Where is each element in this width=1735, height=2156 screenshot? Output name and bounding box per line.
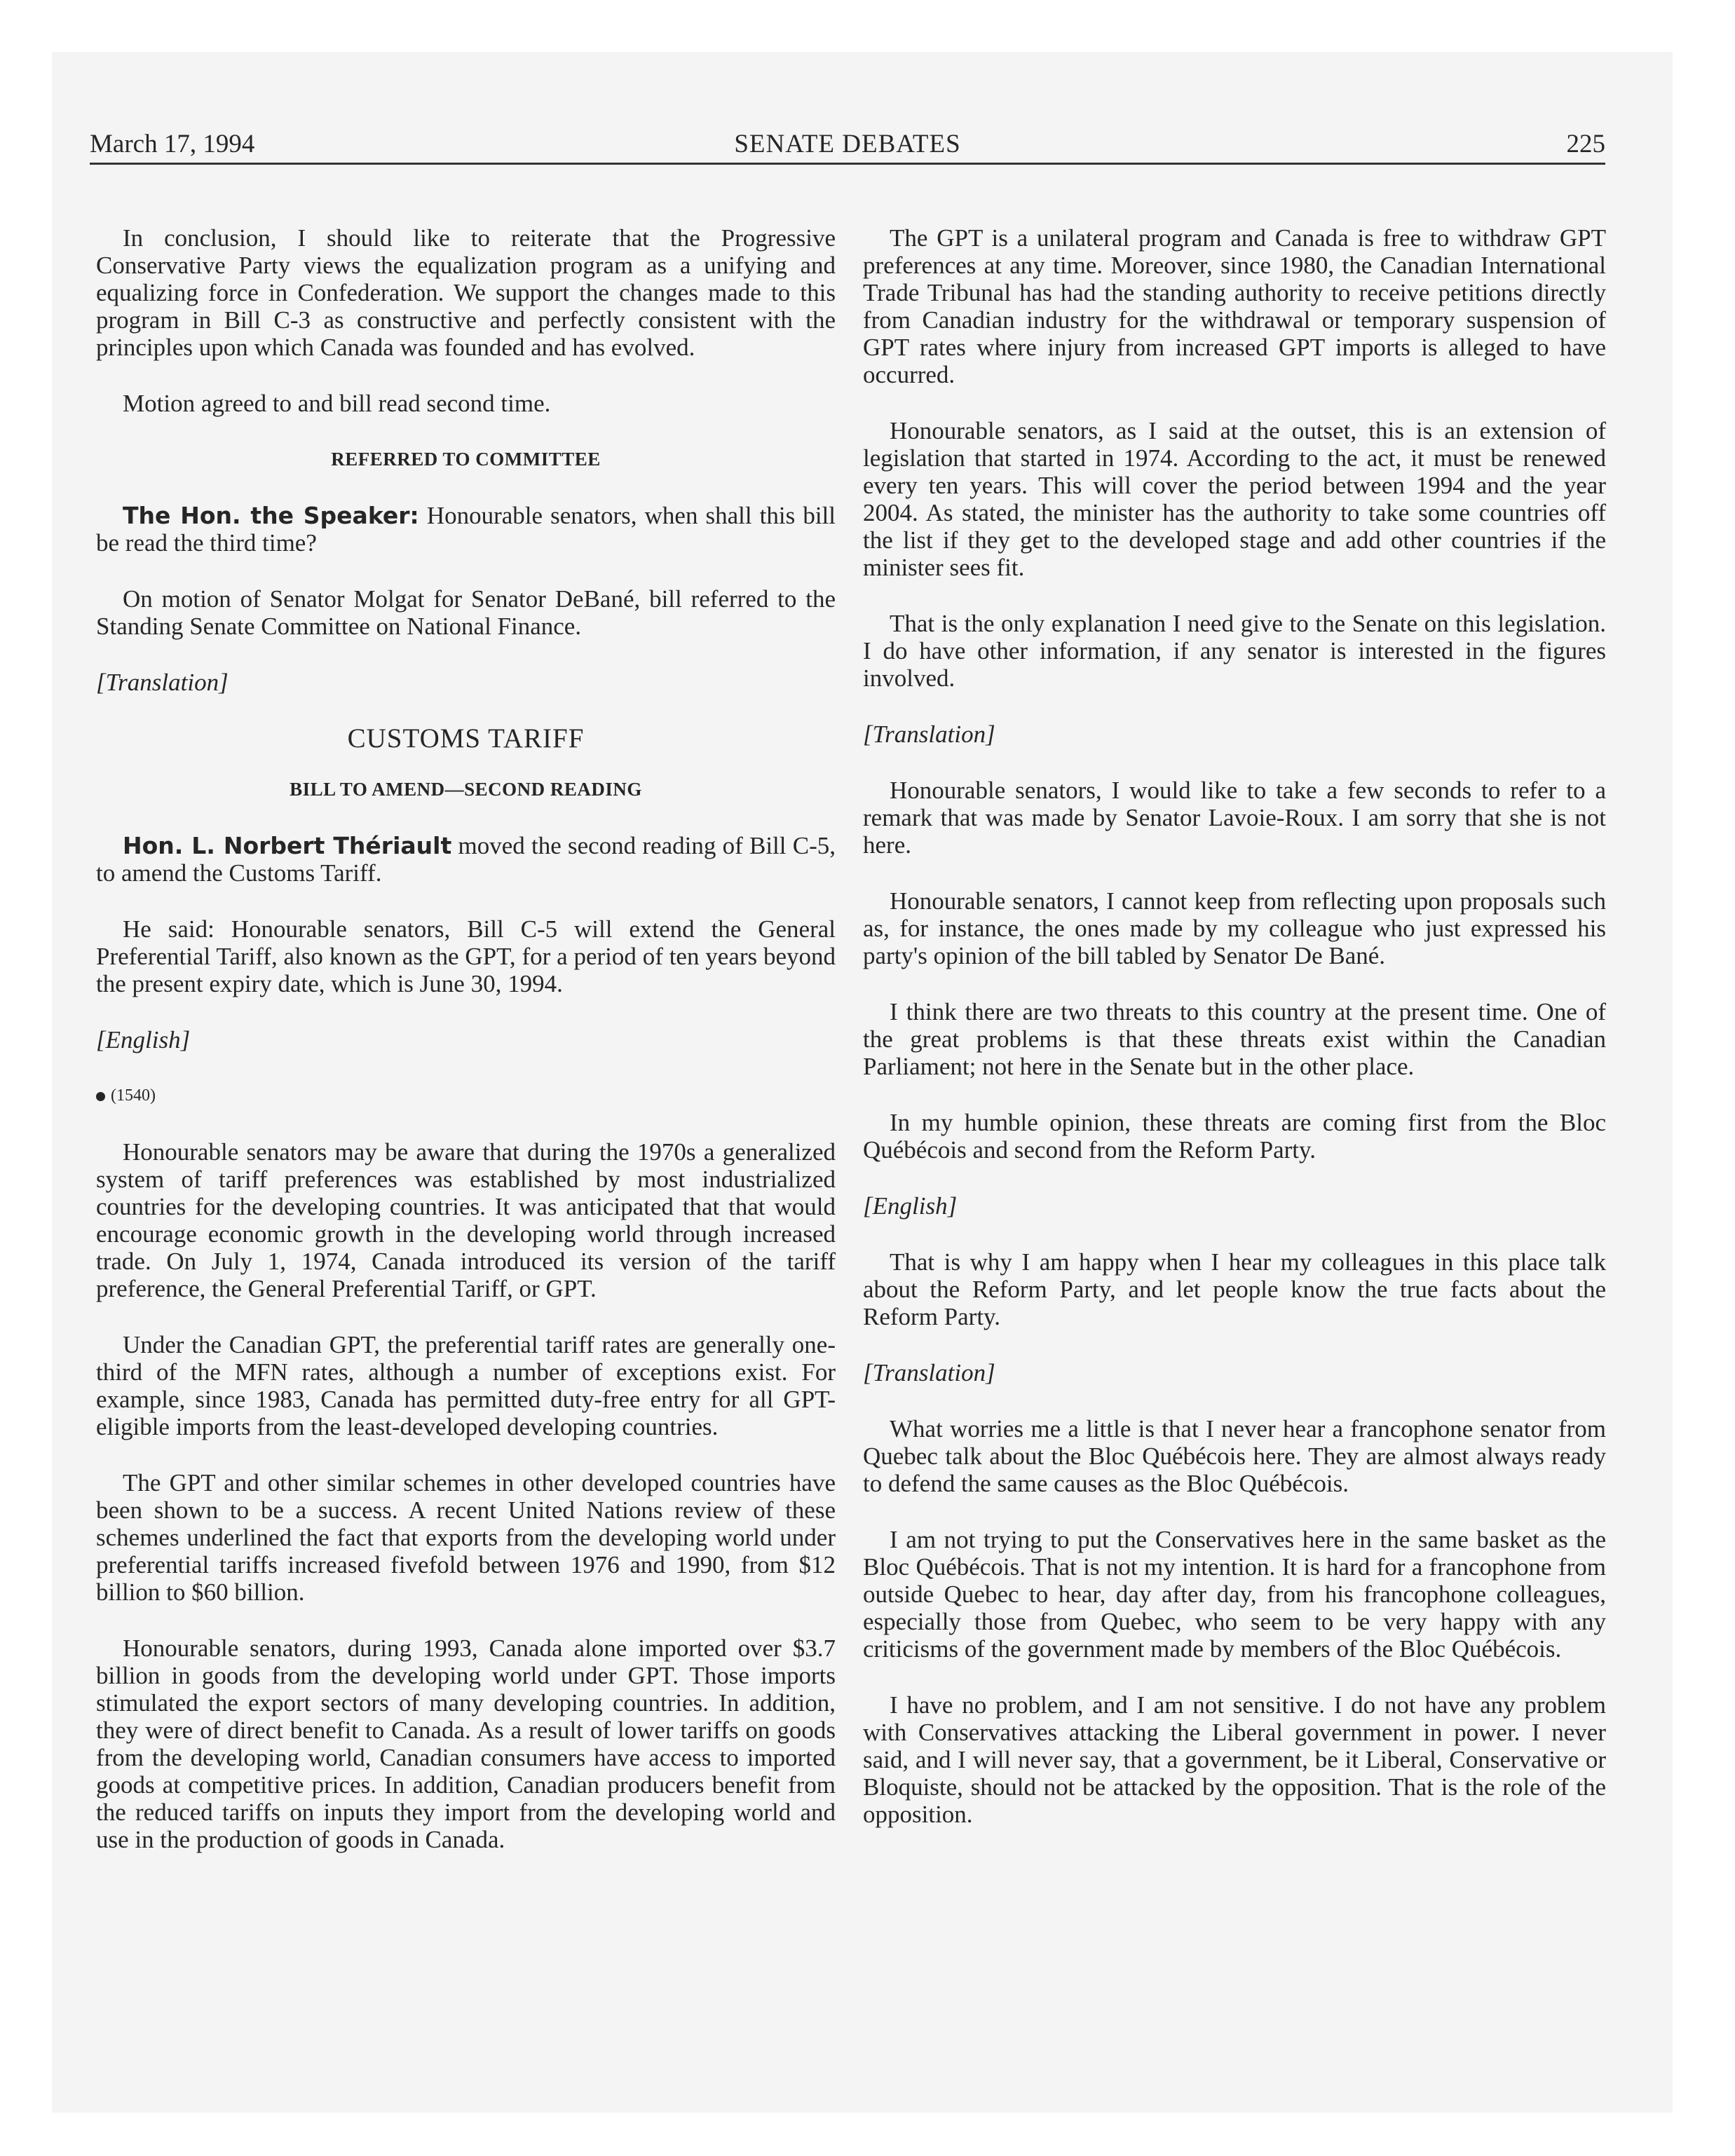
paragraph: I have no problem, and I am not sensitive. I do not have any problem with Conservatives attacking the Liberal government in power. I never said, and I will never say, that a government, be it Liberal, Conservative or Bloquiste, should not be attacked by the opposition. That is the role of the opposition. [863,1691,1606,1828]
paragraph: Honourable senators may be aware that during the 1970s a generalized system of tariff preferences was established by most industrialized countries for the developing countries. It was anticipated that that would encourage economic growth in the developing world through increased trade. On July 1, 1974, Canada introduced its version of the tariff preference, the General Preferential Tariff, or GPT. [96,1138,836,1302]
paragraph: Motion agreed to and bill read second time. [123,390,551,417]
left-column [96,224,836,1882]
time-marker [96,1082,836,1110]
header-page-number: 225 [1566,130,1605,158]
paragraph: In my humble opinion, these threats are coming first from the Bloc Québécois and second from the Reform Party. [863,1109,1606,1164]
bullet-icon [96,1092,105,1101]
paragraph: That is why I am happy when I hear my colleagues in this place talk about the Reform Party, and let people know the true facts about the Reform Party. [863,1248,1606,1330]
subheading-referred: REFERRED TO COMMITTEE [331,449,601,470]
paragraph: Under the Canadian GPT, the preferential tariff rates are generally one-third of the MFN rates, although a number of exceptions exist. For example, since 1983, Canada has permitted duty-free entry for all GPT-eligible imports from the least-developed developing countries. [96,1331,836,1440]
paragraph: I am not trying to put the Conservatives here in the same basket as the Bloc Québécois. That is not my intention. It is hard for a francophone from outside Quebec to hear, day after day, from his francophone colleagues, especially those from Quebec, who seem to be very happy with any criticisms of the government made by members of the Bloc Québécois. [863,1526,1606,1663]
speaker-name: The Hon. the Speaker: [123,502,419,529]
header-date: March 17, 1994 [90,130,255,158]
speaker-name: Hon. L. Norbert Thériault [123,832,452,859]
paragraph: Honourable senators, during 1993, Canada alone imported over $3.7 billion in goods from the developing world under GPT. Those imports stimulated the export sectors of many developing countries. In addition, they were of direct benefit to Canada. As a result of lower tariffs on goods from the developing world, Canadian consumers have access to imported goods at competitive prices. In addition, Canadian producers benefit from the reduced tariffs on inputs they import from the developing world and use in the production of goods in Canada. [96,1635,836,1853]
paragraph: That is the only explanation I need give to the Senate on this legislation. I do have other information, if any senator is interested in the figures involved. [863,610,1606,692]
paragraph: Honourable senators, I cannot keep from reflecting upon proposals such as, for instance, the ones made by my colleague who just expressed his party's opinion of the bill tabled by Senator De Bané. [863,887,1606,969]
subheading-bill: BILL TO AMEND—SECOND READING [290,779,642,800]
speaker-paragraph [96,502,836,557]
speaker-text: moved the second reading of Bill C-5, to amend the Customs Tariff. [96,832,836,887]
section-heading: CUSTOMS TARIFF [347,723,585,753]
page-header [90,129,1605,165]
time-marker-text: (1540) [111,1086,156,1105]
paragraph: Honourable senators, I would like to take a few seconds to refer to a remark that was made by Senator Lavoie-Roux. I am sorry that she is not here. [863,777,1606,859]
language-tag: [Translation] [96,669,229,696]
right-column [863,224,1606,1857]
language-tag: [English] [863,1192,958,1220]
language-tag: [English] [96,1026,191,1053]
paragraph: The GPT and other similar schemes in other developed countries have been shown to be a success. A recent United Nations review of these schemes underlined the fact that exports from the developing world under preferential tariffs increased fivefold between 1976 and 1990, from $12 billion to $60 billion. [96,1469,836,1606]
paragraph: I think there are two threats to this country at the present time. One of the great problems is that these threats exist within the Canadian Parliament; not here in the Senate but in the other place. [863,998,1606,1080]
paragraph: Honourable senators, as I said at the outset, this is an extension of legislation that started in 1974. According to the act, it must be renewed every ten years. This will cover the period between 1994 and the year 2004. As stated, the minister has the authority to take some countries off the list if they get to the developed stage and add other countries if the minister sees fit. [863,417,1606,581]
paragraph: The GPT is a unilateral program and Canada is free to withdraw GPT preferences at any time. Moreover, since 1980, the Canadian International Trade Tribunal has had the standing authority to receive petitions directly from Canadian industry for the withdrawal or temporary suspension of GPT rates where injury from increased GPT imports is alleged to have occurred. [863,224,1606,388]
header-publication: SENATE DEBATES [734,130,961,158]
language-tag: [Translation] [863,721,995,748]
paragraph: What worries me a little is that I never hear a francophone senator from Quebec talk about the Bloc Québécois here. They are almost always ready to defend the same causes as the Bloc Québécois. [863,1415,1606,1497]
language-tag: [Translation] [863,1359,995,1386]
paragraph: He said: Honourable senators, Bill C-5 will extend the General Preferential Tariff, also known as the GPT, for a period of ten years beyond the present expiry date, which is June 30, 1994. [96,915,836,997]
paragraph: In conclusion, I should like to reiterate that the Progressive Conservative Party views the equalization program as a unifying and equalizing force in Confederation. We support the changes made to this program in Bill C-3 as constructive and perfectly consistent with the principles upon which Canada was founded and has evolved. [96,224,836,361]
speaker-text: Honourable senators, when shall this bill be read the third time? [96,502,836,557]
speaker-paragraph [96,832,836,887]
paragraph: On motion of Senator Molgat for Senator DeBané, bill referred to the Standing Senate Committee on National Finance. [96,585,836,640]
